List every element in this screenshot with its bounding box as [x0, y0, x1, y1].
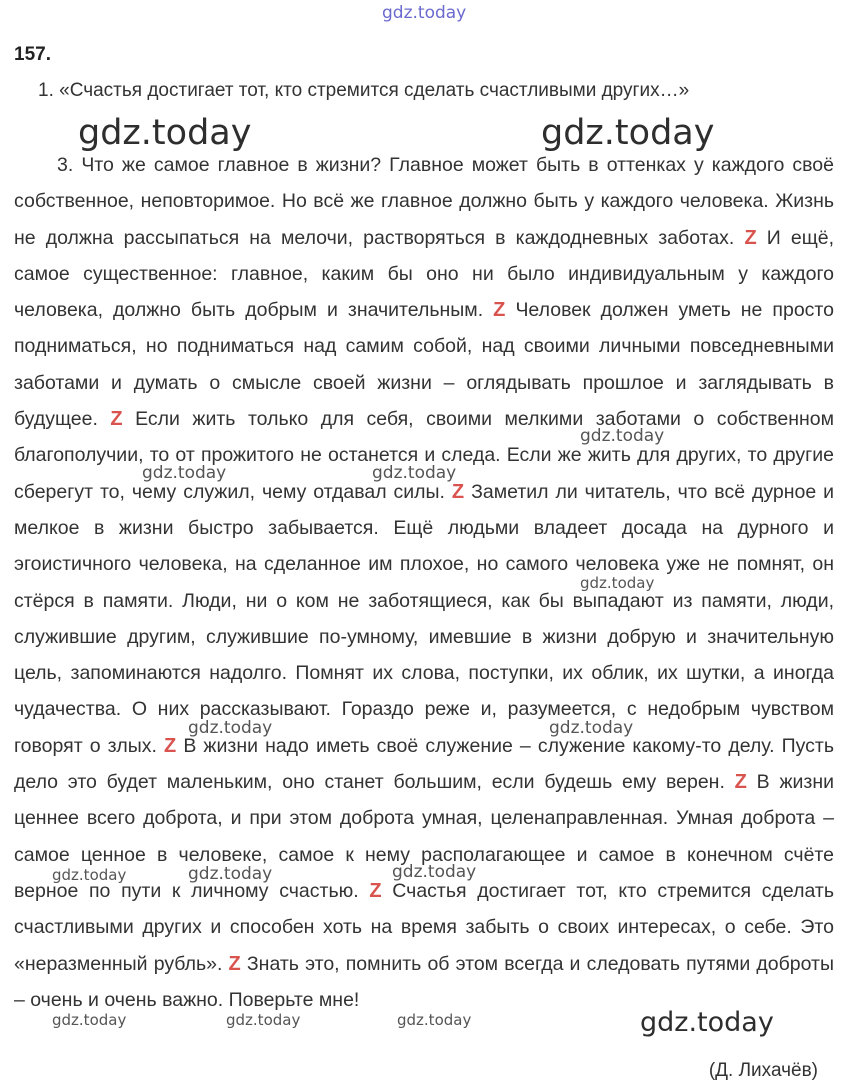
z-marker: Z	[734, 771, 747, 794]
item-1: 1. «Счастья достигает тот, кто стремится сделать счастливыми других…»	[38, 80, 690, 101]
sentence: Если жить только для себя, своими мелкими заботами о собственном благополучии, то от прожитого не останется и следа. Если же жить для других, то другие сберегут то, чему служил, чему отдавал силы.	[14, 408, 834, 503]
sentence: И ещё, самое существенное: главное, каким бы оно ни было индивидуальным у каждого человека, должно быть добрым и значительным.	[14, 226, 835, 322]
z-marker: Z	[369, 879, 382, 902]
watermark-small: gdz.today	[52, 866, 127, 884]
z-marker: Z	[110, 408, 123, 431]
sentence: Что же самое главное в жизни? Главное может быть в оттенках у каждого своё собственное, неповторимое. Но всё же главное должно быть у каждого человека. Жизнь не должна рассыпаться на мелочи, растворяться в каждодневных заботах.	[14, 154, 834, 249]
sentence: Счастья достигает тот, кто стремится сделать счастливыми других и способен хоть на время забыть о своих интересах, о себе. Это «неразменный рубль».	[14, 879, 835, 975]
watermark-top: gdz.today	[382, 3, 467, 23]
watermark-large: gdz.today	[78, 113, 252, 153]
watermark-large: gdz.today	[541, 113, 715, 153]
watermark-small: gdz.today	[392, 862, 477, 882]
watermark-large: gdz.today	[640, 1007, 774, 1038]
sentence: В жизни надо иметь своё служение – служение какому-то делу. Пусть дело это будет маленьким, оно станет большим, если будешь ему верен.	[14, 734, 834, 794]
watermark-small: gdz.today	[580, 426, 665, 446]
item-3-prefix: 3.	[57, 154, 74, 176]
exercise-number: 157.	[14, 44, 51, 65]
item-3-paragraph	[14, 147, 834, 1018]
watermark-small: gdz.today	[397, 1011, 472, 1029]
watermark-small: gdz.today	[188, 718, 273, 738]
z-marker: Z	[493, 299, 506, 322]
author: (Д. Лихачёв)	[708, 1060, 818, 1081]
sentence: Заметил ли читатель, что всё дурное и мелкое в жизни быстро забывается. Ещё людьми владеет досада на дурного и эгоистичного человека, на сделанное им плохое, но самого человека уже не помнят, он стёрся в памяти. Люди, ни о ком не заботящиеся, как бы выпадают из памяти, люди, служившие другим, служившие по-умному, имевшие в жизни добрую и значительную цель, запоминаются надолго. Помнят их слова, поступки, их облик, их шутки, а иногда чудачества. О них рассказывают. Гораздо реже и, разумеется, с недобрым чувством говорят о злых.	[14, 480, 835, 757]
z-marker: Z	[228, 952, 241, 975]
watermark-small: gdz.today	[188, 864, 273, 884]
sentence: Человек должен уметь не просто подниматься, но подниматься над самим собой, над своими личными повседневными заботами и думать о смысле своей жизни – оглядывать прошлое и заглядывать в будущее.	[14, 299, 834, 431]
watermark-small: gdz.today	[142, 463, 227, 483]
sentence: В жизни ценнее всего доброта, и при этом доброта умная, целенаправленная. Умная доброта – самое ценное в человеке, самое к нему располагающее и самое в конечном счёте верное по пути к личному счастью.	[14, 771, 834, 902]
sentence: Знать это, помнить об этом всегда и следовать путями доброты – очень и очень важно. Поверьте мне!	[14, 952, 834, 1011]
watermark-small: gdz.today	[580, 574, 655, 592]
watermark-small: gdz.today	[549, 718, 634, 738]
z-marker: Z	[451, 480, 465, 503]
watermark-small: gdz.today	[52, 1011, 127, 1029]
z-marker: Z	[744, 226, 757, 249]
watermark-small: gdz.today	[372, 463, 457, 483]
z-marker: Z	[164, 734, 177, 757]
watermark-small: gdz.today	[226, 1011, 301, 1029]
